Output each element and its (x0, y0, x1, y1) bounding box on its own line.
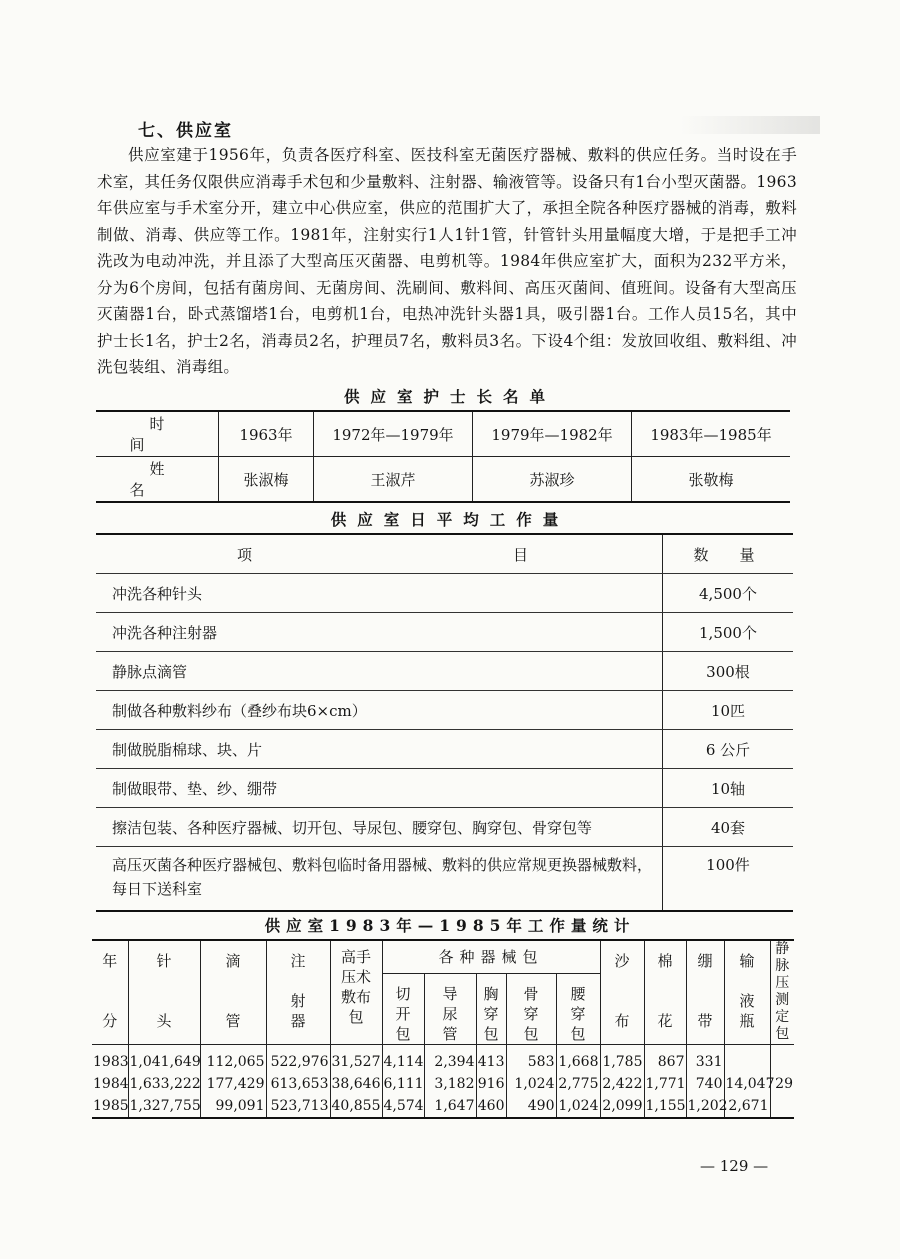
table-row (96, 613, 793, 652)
item-cell: 制做脱脂棉球、块、片 (96, 730, 663, 769)
year-header (92, 940, 128, 1045)
syringe-header-top: 注 (290, 952, 306, 970)
value-cell (770, 1095, 794, 1118)
value-cell: 613,653 (266, 1073, 330, 1095)
value-cell: 1,327,755 (128, 1095, 200, 1118)
name-cell: 王淑芹 (314, 457, 473, 503)
value-cell: 1,024 (556, 1095, 600, 1118)
qty-cell: 1,500个 (663, 613, 794, 652)
kit-uri-header (424, 974, 476, 1045)
period-cell: 1979年—1982年 (473, 411, 632, 457)
qty-cell: 300根 (663, 652, 794, 691)
value-cell: 490 (506, 1095, 556, 1118)
table-row (96, 847, 793, 912)
name-cell: 苏淑珍 (473, 457, 632, 503)
iv-kit-header (770, 940, 794, 1045)
item-cell: 制做各种敷料纱布（叠纱布块6×cm） (96, 691, 663, 730)
drip-header (200, 940, 266, 1045)
value-cell: 460 (476, 1095, 506, 1118)
daily-table-title: 供应室日平均工作量 (330, 510, 570, 529)
cotton-header (644, 940, 686, 1045)
kit-chest-header (476, 974, 506, 1045)
body-paragraph (97, 142, 797, 381)
period-cell: 1983年—1985年 (632, 411, 790, 457)
kit-bone-header (506, 974, 556, 1045)
year-header-bottom: 分 (102, 1012, 118, 1030)
item-cell: 高压灭菌各种医疗器械包、敷料包临时备用器械、敷料的供应常规更换器械敷料，每日下送科室 (96, 847, 663, 912)
value-cell: 99,091 (200, 1095, 266, 1118)
value-cell: 916 (476, 1073, 506, 1095)
syringe-header (266, 940, 330, 1045)
value-cell: 177,429 (200, 1073, 266, 1095)
paragraph-text: 供应室建于1956年，负责各医疗科室、医技科室无菌医疗器械、敷料的供应任务。当时设在手术室，其任务仅限供应消毒手术包和少量敷料、注射器、输液管等。设备只有1台小型灭菌器。1963年供应室与手术室分开，建立中心供应室，供应的范围扩大了，承担全院各种医疗器械的消毒，敷料制做、消毒、供应等工作。1981年，注射实行1人1针1管，针管针头用量幅度大增，于是把手工冲洗改为电动冲洗，并且添了大型高压灭菌器、电剪机等。1984年供应室扩大，面积为232平方米，分为6个房间，包括有菌房间、无菌房间、洗刷间、敷料间、高压灭菌间、值班间。设备有大型高压灭菌器1台，卧式蒸馏塔1台，电剪机1台，电热冲洗针头器1具，吸引器1台。工作人员15名，其中护士长1名，护士2名，消毒员2名，护理员7名，敷料员3名。下设4个组：发放回收组、敷料组、冲洗包装组、消毒组。 (97, 146, 797, 376)
value-cell: 523,713 (266, 1095, 330, 1118)
qty-cell: 10匹 (663, 691, 794, 730)
qty-cell: 100件 (706, 856, 750, 874)
time-label: 时间 (96, 411, 219, 457)
nurse-time-row (96, 411, 790, 457)
section-title: 七、供应室 (138, 121, 233, 141)
period-cell: 1963年 (219, 411, 314, 457)
value-cell: 740 (686, 1073, 724, 1095)
drip-header-bottom: 管 (225, 1012, 241, 1030)
needle-header-top: 针 (156, 952, 172, 970)
value-cell: 2,099 (600, 1095, 644, 1118)
year-cell: 1985 (93, 1098, 129, 1114)
nurse-name-row (96, 457, 790, 503)
value-cell: 2,422 (600, 1073, 644, 1095)
value-cell: 413 (476, 1045, 506, 1074)
drip-header-top: 滴 (225, 952, 241, 970)
kits-group-header: 各种器械包 (382, 940, 600, 974)
dressing-header-text: 高手压术敷布包 (341, 948, 372, 1026)
syringe-header-bottom: 射器 (290, 992, 306, 1030)
kit-cut-header (382, 974, 424, 1045)
qty-cell: 10轴 (663, 769, 794, 808)
table-row (96, 691, 793, 730)
stats-table (92, 939, 794, 1119)
dressing-header (330, 940, 382, 1045)
qty-cell: 40套 (663, 808, 794, 847)
gauze-header-bottom: 布 (614, 1012, 630, 1030)
year-header-top: 年 (102, 952, 118, 970)
bandage-header-top: 绷 (697, 952, 713, 970)
daily-header-row (96, 534, 793, 574)
kit-lumbar-header (556, 974, 600, 1045)
value-cell: 867 (644, 1045, 686, 1074)
table-row (96, 769, 793, 808)
infusion-header (724, 940, 770, 1045)
value-cell: 1,202 (686, 1095, 724, 1118)
value-cell: 1,771 (644, 1073, 686, 1095)
item-cell: 制做眼带、垫、纱、绷带 (96, 769, 663, 808)
table-row (92, 1045, 794, 1074)
value-cell: 14,047 (724, 1073, 770, 1095)
year-cell: 1984 (93, 1076, 129, 1092)
item-cell: 冲洗各种注射器 (96, 613, 663, 652)
nurse-table (96, 410, 790, 503)
table-row (96, 574, 793, 613)
value-cell: 522,976 (266, 1045, 330, 1074)
value-cell: 112,065 (200, 1045, 266, 1074)
item-cell: 静脉点滴管 (96, 652, 663, 691)
stats-body (92, 1045, 794, 1119)
page-number: — 129 — (700, 1157, 769, 1175)
value-cell: 2,775 (556, 1073, 600, 1095)
kit-uri-text: 导尿管 (442, 985, 458, 1043)
qty-cell: 6 公斤 (663, 730, 794, 769)
name-cell: 张敬梅 (632, 457, 790, 503)
stats-header-row-1 (92, 940, 794, 974)
gauze-header-top: 沙 (614, 952, 630, 970)
value-cell: 38,646 (330, 1073, 382, 1095)
infusion-header-bottom: 液瓶 (739, 992, 755, 1030)
daily-table (96, 533, 793, 912)
value-cell: 3,182 (424, 1073, 476, 1095)
name-cell: 张淑梅 (219, 457, 314, 503)
value-cell: 1,041,649 (128, 1045, 200, 1074)
table-row (92, 1095, 794, 1118)
value-cell: 331 (686, 1045, 724, 1074)
iv-kit-header-text: 静脉压测定包 (775, 941, 790, 1042)
cotton-header-bottom: 花 (657, 1012, 673, 1030)
name-label: 姓名 (129, 460, 205, 499)
value-cell: 1,024 (506, 1073, 556, 1095)
value-cell: 40,855 (330, 1095, 382, 1118)
value-cell: 6,111 (382, 1073, 424, 1095)
kit-lumbar-text: 腰穿包 (570, 985, 586, 1043)
value-cell: 583 (506, 1045, 556, 1074)
bandage-header (686, 940, 724, 1045)
qty-cell: 4,500个 (663, 574, 794, 613)
value-cell: 2,394 (424, 1045, 476, 1074)
needle-header (128, 940, 200, 1045)
year-cell: 1983 (92, 1045, 128, 1074)
bandage-header-bottom: 带 (697, 1012, 713, 1030)
table-row (96, 652, 793, 691)
header-item: 项 目 (96, 534, 663, 574)
value-cell: 31,527 (330, 1045, 382, 1074)
cotton-header-top: 棉 (657, 952, 673, 970)
table-row (92, 1073, 794, 1095)
kit-bone-text: 骨穿包 (523, 985, 539, 1043)
table-row (96, 730, 793, 769)
value-cell: 1,155 (644, 1095, 686, 1118)
value-cell: 2,671 (724, 1095, 770, 1118)
scan-shadow (680, 116, 820, 134)
stats-table-title: 供应室1983年—1985年工作量统计 (264, 916, 636, 935)
period-cell: 1972年—1979年 (314, 411, 473, 457)
value-cell: 29 (770, 1073, 794, 1095)
kit-cut-text: 切开包 (395, 985, 411, 1043)
infusion-header-top: 输 (739, 952, 755, 970)
needle-header-bottom: 头 (156, 1012, 172, 1030)
item-cell: 擦洁包装、各种医疗器械、切开包、导尿包、腰穿包、胸穿包、骨穿包等 (96, 808, 663, 847)
value-cell: 1,668 (556, 1045, 600, 1074)
value-cell: 1,785 (600, 1045, 644, 1074)
value-cell (770, 1045, 794, 1074)
table-row (96, 808, 793, 847)
value-cell: 1,647 (424, 1095, 476, 1118)
value-cell: 1,633,222 (128, 1073, 200, 1095)
kit-chest-text: 胸穿包 (483, 985, 499, 1043)
value-cell (724, 1045, 770, 1074)
gauze-header (600, 940, 644, 1045)
value-cell: 4,114 (382, 1045, 424, 1074)
item-cell: 冲洗各种针头 (96, 574, 663, 613)
header-qty: 数 量 (663, 534, 794, 574)
value-cell: 4,574 (382, 1095, 424, 1118)
nurse-table-title: 供应室护士长名单 (343, 387, 556, 406)
